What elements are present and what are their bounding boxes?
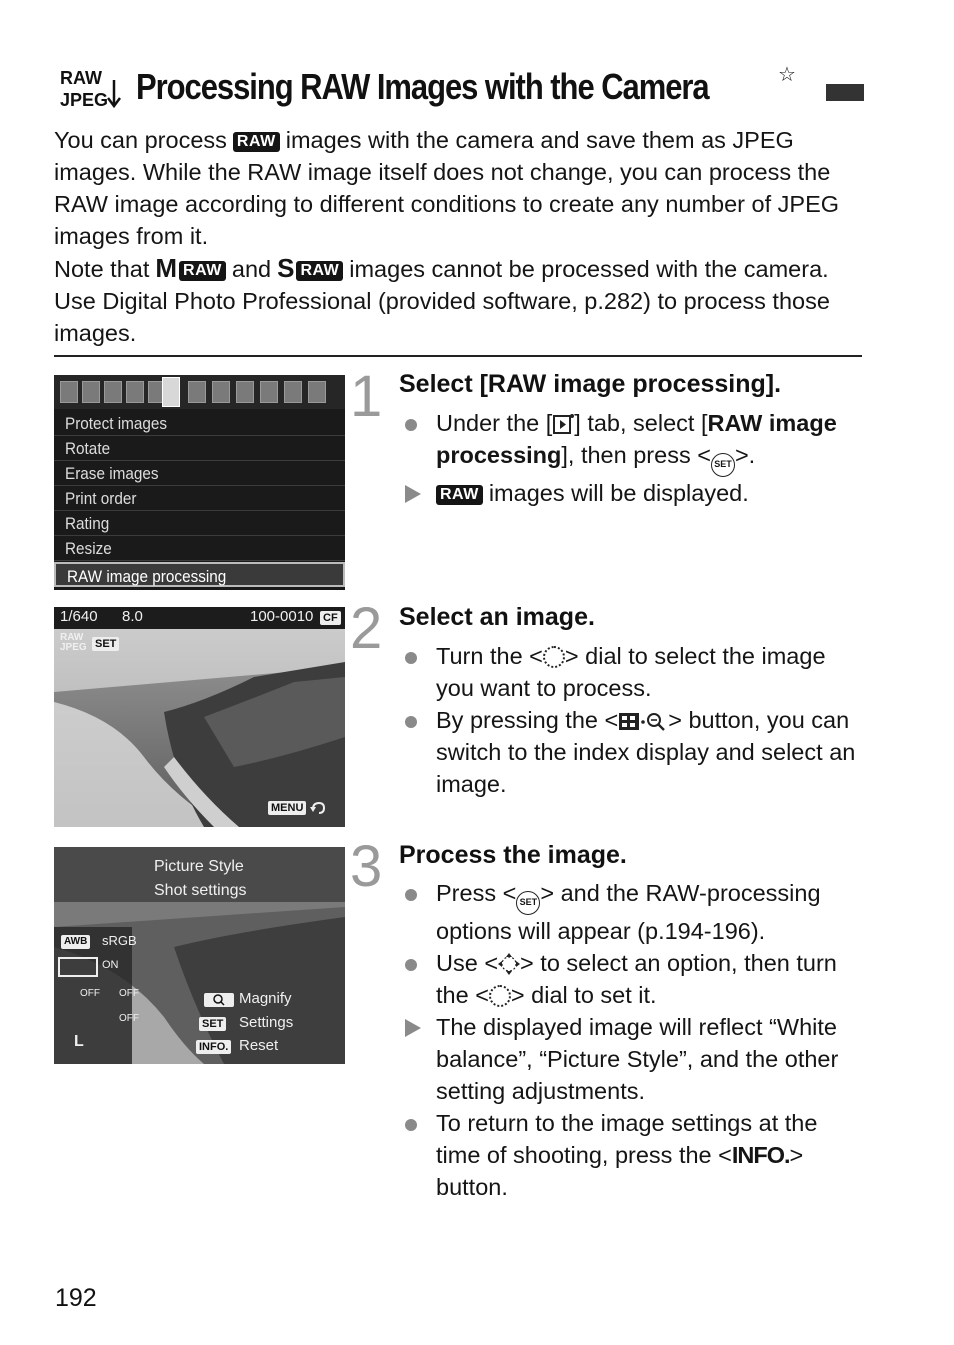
processing-preview-photo: [54, 847, 345, 1064]
menu-tab: [188, 381, 206, 403]
playback-tab-icon: [552, 413, 574, 435]
list-item: To return to the image settings at the time of shooting, press the <INFO.> button.: [403, 1107, 863, 1203]
set-small-icon: SET: [92, 637, 119, 651]
multi-controller-icon: [498, 953, 520, 975]
page-header: [56, 62, 864, 114]
menu-button-icon: MENU: [268, 801, 306, 815]
menu-tab: [284, 381, 302, 403]
white-balance-icon: AWB: [61, 935, 90, 949]
intro-text: [54, 124, 864, 349]
intro-paragraph-1: You can process RAW images with the camera and save them as JPEG images. While the RAW image itself does not change, you can process the RAW image according to different conditions to create any number of JPEG images from it.: [54, 127, 840, 249]
quick-control-dial-icon: [489, 985, 511, 1007]
list-item: Turn the < > dial to select the image you want to process.: [403, 640, 863, 704]
image-quality-readout: L: [74, 1033, 84, 1050]
result-arrow-icon: [405, 485, 421, 503]
menu-item-resize: Resize: [54, 536, 345, 561]
picture-style-heading: Picture Style: [154, 858, 244, 875]
title-bar-marker: [826, 84, 864, 101]
aperture-readout: 8.0: [122, 608, 143, 625]
bullet-icon: [405, 959, 417, 971]
auto-lighting-readout: OFF: [80, 988, 100, 999]
magnify-label: Magnify: [239, 990, 292, 1007]
raw-badge: RAW: [233, 132, 280, 152]
index-magnify-button-icon: [618, 710, 668, 732]
menu-item-rotate: Rotate: [54, 436, 345, 461]
menu-tab-playback-active: [162, 377, 180, 407]
list-item: The displayed image will reflect “White balance”, “Picture Style”, and the other setting adjustments.: [403, 1011, 863, 1107]
return-arrow-icon: [310, 801, 326, 815]
svg-text:JPEG: JPEG: [60, 90, 109, 110]
step-title-3: Process the image.: [399, 841, 627, 869]
magnify-icon: [204, 993, 234, 1007]
quick-control-dial-icon: [543, 646, 565, 668]
menu-tab: [104, 381, 122, 403]
set-button-icon: SET: [516, 891, 540, 915]
chromatic-aberration-readout: OFF: [119, 1013, 139, 1024]
shot-settings-heading: Shot settings: [154, 882, 247, 899]
list-item: RAW images will be displayed.: [403, 477, 863, 509]
file-number-readout: 100-0010: [250, 608, 314, 625]
info-button-icon: INFO.: [731, 1142, 790, 1168]
raw-to-jpeg-icon: [58, 66, 124, 110]
menu-tab: [82, 381, 100, 403]
menu-item-raw-processing: RAW image processing: [54, 562, 345, 587]
bullet-icon: [405, 1119, 417, 1131]
menu-tab: [308, 381, 326, 403]
svg-text:RAW: RAW: [60, 68, 102, 88]
menu-tab-bar: [54, 375, 345, 409]
step-body-3: [403, 877, 863, 1203]
info-button-icon: INFO.: [196, 1040, 231, 1054]
intro-paragraph-2: Note that M RAW and S RAW images cannot be processed with the camera. Use Digital Photo Professional (provided software, p.282) to process those images.: [54, 253, 830, 346]
list-item: Use < > to select an option, then turn the < > dial to set it.: [403, 947, 863, 1011]
menu-tab: [212, 381, 230, 403]
bullet-icon: [405, 889, 417, 901]
step-title-2: Select an image.: [399, 603, 595, 631]
step-body-1: [403, 407, 863, 509]
section-divider: [54, 355, 862, 357]
camera-image-select-screen: [54, 607, 345, 827]
menu-item-erase: Erase images: [54, 461, 345, 486]
page-title: Processing RAW Images with the Camera: [136, 66, 709, 107]
result-arrow-icon: [405, 1019, 421, 1037]
menu-tab: [260, 381, 278, 403]
picture-style-option-selected: [58, 957, 98, 977]
menu-item-print-order: Print order: [54, 486, 345, 511]
color-space-readout: sRGB: [102, 933, 137, 948]
menu-tab: [126, 381, 144, 403]
bullet-icon: [405, 716, 417, 728]
menu-tab: [236, 381, 254, 403]
bullet-icon: [405, 652, 417, 664]
small-size-icon: S: [277, 253, 295, 283]
shutter-speed-readout: 1/640: [60, 608, 98, 625]
set-button-icon: SET: [711, 453, 735, 477]
menu-item-rating: Rating: [54, 511, 345, 536]
step-number-2: 2: [350, 596, 383, 661]
step-title-1: Select [RAW image processing].: [399, 370, 782, 398]
raw-badge: RAW: [436, 485, 483, 505]
set-button-icon: SET: [199, 1017, 226, 1031]
menu-tab: [60, 381, 78, 403]
menu-item-protect: Protect images: [54, 411, 345, 436]
step-number-3: 3: [350, 834, 383, 899]
camera-menu-screen: [54, 375, 345, 590]
raw-badge: RAW: [179, 261, 226, 281]
step-number-1: 1: [350, 364, 383, 429]
camera-processing-screen: [54, 847, 345, 1064]
reset-label: Reset: [239, 1037, 279, 1054]
medium-size-icon: M: [155, 253, 178, 283]
list-item: By pressing the < > button, you can switch to the index display and select an image.: [403, 704, 863, 800]
list-item: Under the [ ] tab, select [RAW image processing], then press < SET >.: [403, 407, 863, 477]
star-icon: ☆: [778, 64, 796, 86]
bullet-icon: [405, 419, 417, 431]
cf-card-icon: CF: [320, 611, 341, 625]
page-number: 192: [55, 1284, 97, 1312]
raw-badge: RAW: [296, 261, 343, 281]
settings-label: Settings: [239, 1014, 294, 1031]
distortion-correction-readout: OFF: [119, 988, 139, 999]
step-body-2: [403, 640, 863, 800]
peripheral-illumination-readout: ON: [102, 959, 119, 971]
raw-jpeg-small-icon: RAW JPEG: [60, 632, 87, 653]
list-item: Press < SET > and the RAW-processing options will appear (p.194-196).: [403, 877, 863, 947]
